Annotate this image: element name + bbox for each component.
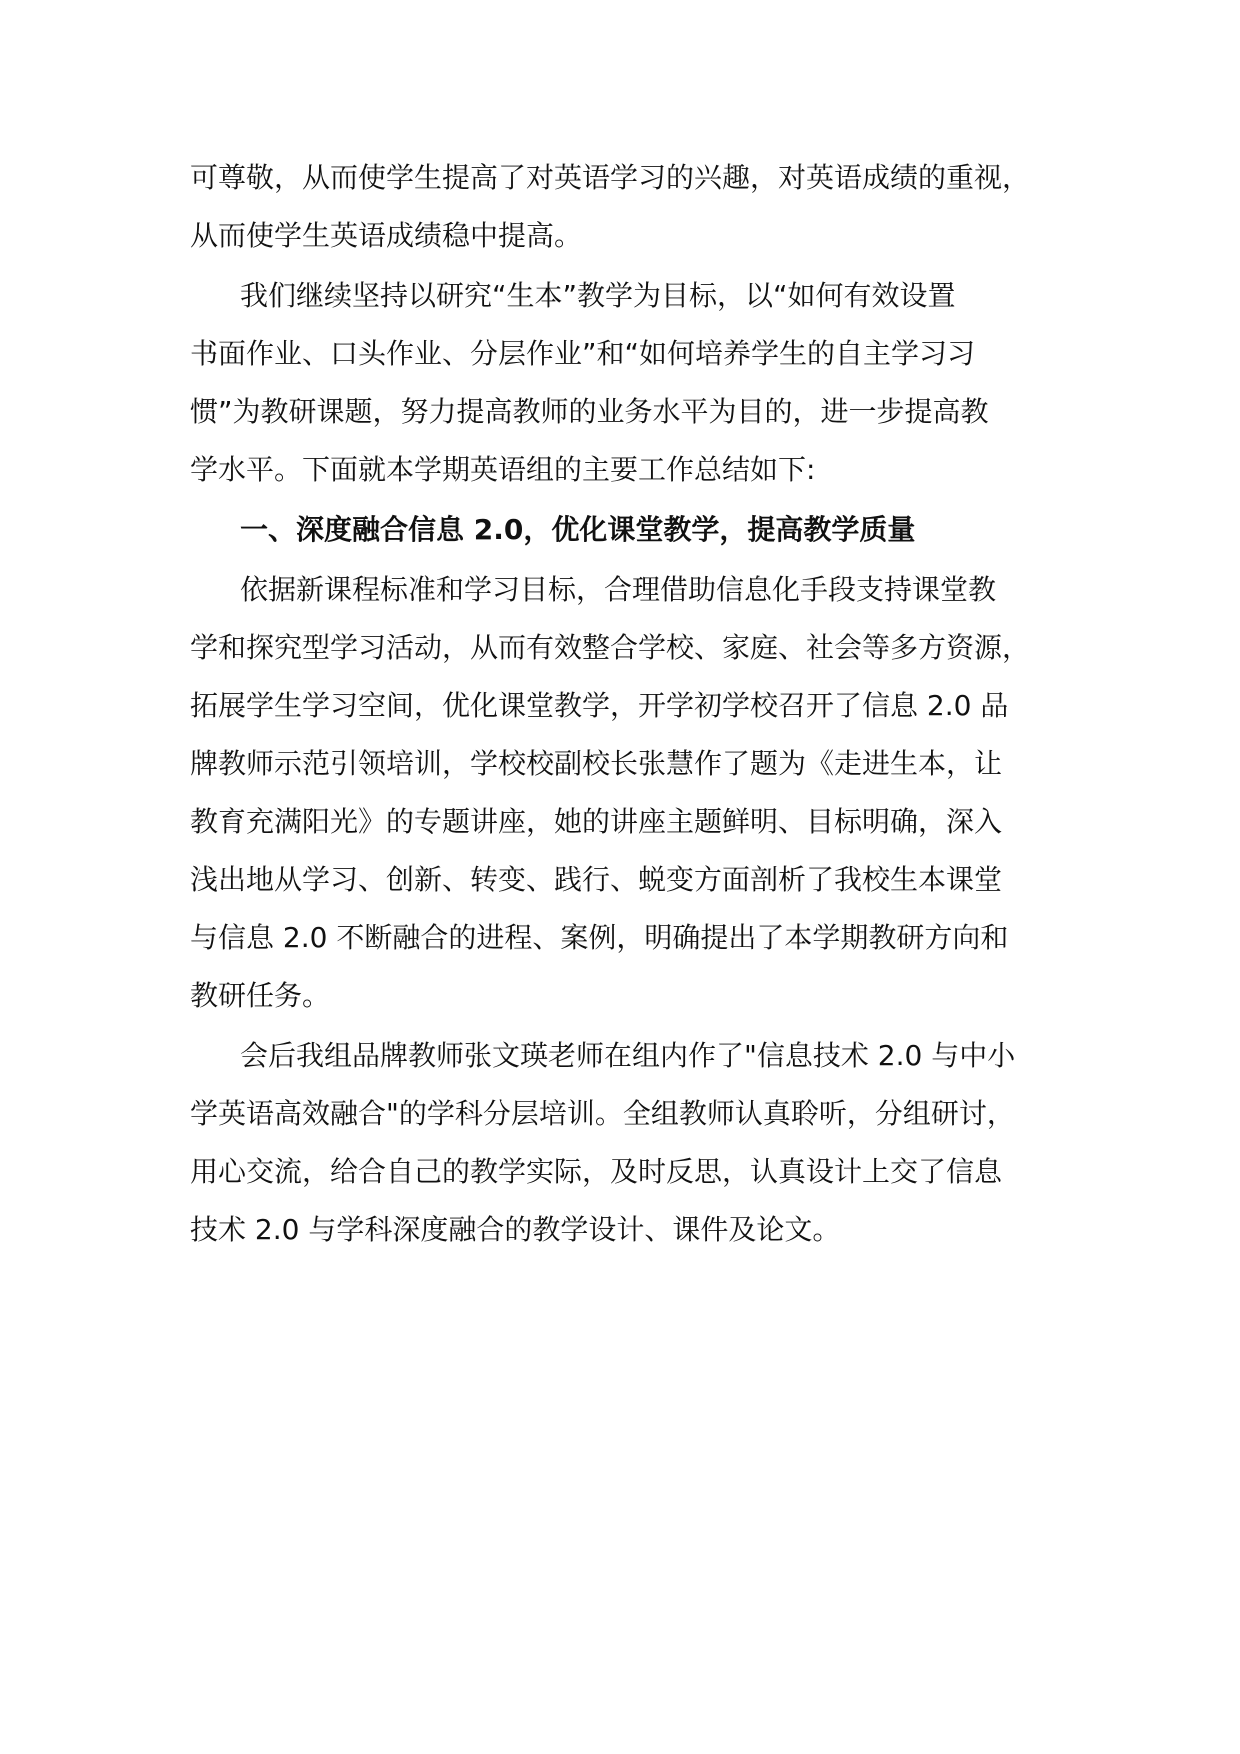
paragraph-line: 学和探究型学习活动，从而有效整合学校、家庭、社会等多方资源， (190, 631, 1031, 664)
paragraph-line: 教育充满阳光》的专题讲座，她的讲座主题鲜明、目标明确，深入 (190, 805, 1003, 838)
paragraph-line: 我们继续坚持以研究“生本”教学为目标，以“如何有效设置 (240, 279, 956, 312)
paragraph-line: 书面作业、口头作业、分层作业”和“如何培养学生的自主学习习 (190, 337, 976, 370)
paragraph-line: 技术 2.0 与学科深度融合的教学设计、课件及论文。 (190, 1213, 841, 1246)
paragraph-line: 学水平。下面就本学期英语组的主要工作总结如下: (190, 453, 816, 486)
paragraph-line: 从而使学生英语成绩稳中提高。 (190, 219, 583, 252)
paragraph-line: 可尊敬，从而使学生提高了对英语学习的兴趣，对英语成绩的重视， (190, 161, 1031, 194)
paragraph-line: 惯”为教研课题，努力提高教师的业务水平为目的，进一步提高教 (190, 395, 989, 428)
paragraph-line: 学英语高效融合"的学科分层培训。全组教师认真聆听，分组研讨， (190, 1097, 1015, 1130)
paragraph-line: 用心交流，给合自己的教学实际，及时反思，认真设计上交了信息 (190, 1155, 1003, 1188)
paragraph-line: 依据新课程标准和学习目标，合理借助信息化手段支持课堂教 (240, 573, 997, 606)
paragraph-line: 拓展学生学习空间，优化课堂教学，开学初学校召开了信息 2.0 品 (190, 689, 1009, 722)
paragraph-line: 与信息 2.0 不断融合的进程、案例，明确提出了本学期教研方向和 (190, 921, 1009, 954)
paragraph-line: 浅出地从学习、创新、转变、践行、蜕变方面剖析了我校生本课堂 (190, 863, 1003, 896)
section-heading: 一、深度融合信息 2.0，优化课堂教学，提高教学质量 (240, 513, 916, 546)
paragraph-line: 牌教师示范引领培训，学校校副校长张慧作了题为《走进生本，让 (190, 747, 1003, 780)
paragraph-line: 会后我组品牌教师张文瑛老师在组内作了"信息技术 2.0 与中小 (240, 1039, 1016, 1072)
paragraph-line: 教研任务。 (190, 979, 331, 1012)
